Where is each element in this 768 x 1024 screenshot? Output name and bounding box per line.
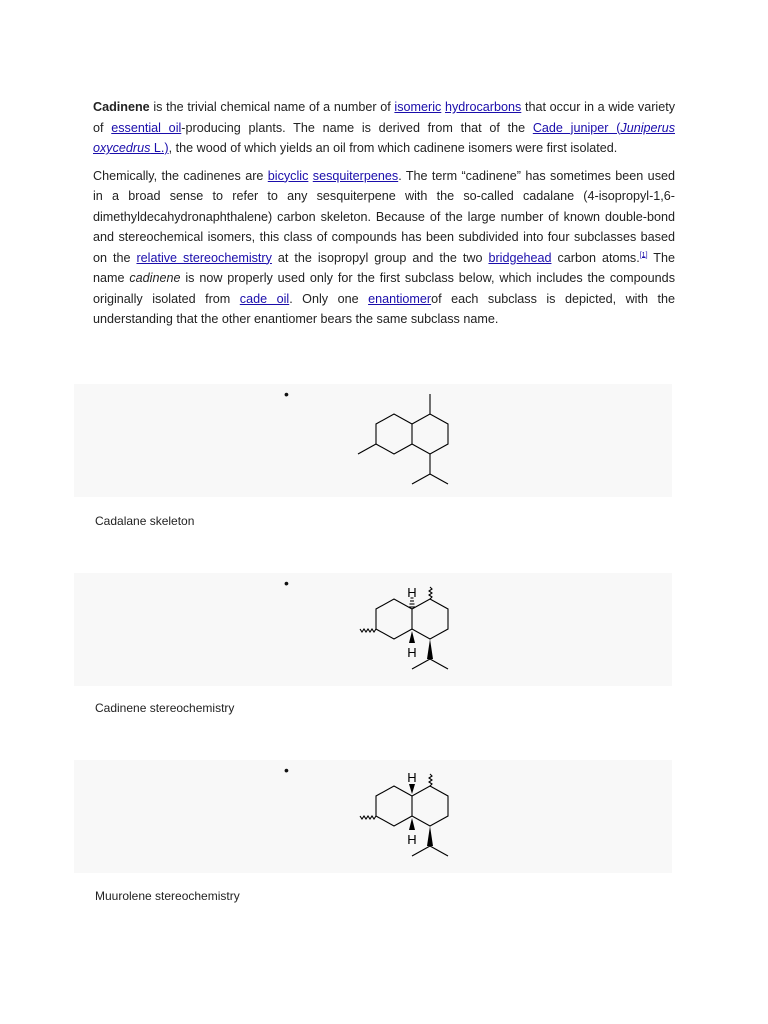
figure-caption: Muurolene stereochemistry xyxy=(95,889,240,903)
figure-cadinene xyxy=(74,573,672,686)
list-bullet: • xyxy=(284,575,289,591)
hydrogen-label-bottom: H xyxy=(407,645,417,660)
wiki-link[interactable]: Cade juniper ( xyxy=(532,120,621,135)
wiki-link[interactable]: hydrocarbons xyxy=(444,100,522,114)
wiki-link[interactable]: enantiomer xyxy=(368,291,432,306)
figure-cadalane xyxy=(74,384,672,497)
paragraph-2: Chemically, the cadinenes are bicyclic sesquiterpenes. The term “cadinene” has sometimes been used in a broad sense to refer to any sesquiterpene with the so-called cadalane (4-isopropyl-1,6-dimethyldecahydronaphthalene) carbon skeleton. Because of the large number of known double-bond and stereochemical isomers, this class of compounds has been subdivided into four subclasses based on the relative stereochemistry at the isopropyl group and the two bridgehead carbon atoms.[1] The name cadinene is now properly used only for the first subclass below, which includes the compounds originally isolated from cade oil. Only one enantiomerof each subclass is depicted, with the understanding that the other enantiomer bears the same subclass name. xyxy=(93,168,675,326)
hydrogen-label-bottom: H xyxy=(407,832,417,847)
wiki-link[interactable]: sesquiterpenes xyxy=(312,168,399,183)
hydrogen-label-top: H xyxy=(407,585,417,600)
wiki-link[interactable]: relative stereochemistry xyxy=(136,250,272,265)
hydrogen-label-top: H xyxy=(407,770,417,785)
wiki-link[interactable]: bicyclic xyxy=(267,168,309,183)
wiki-link[interactable]: L.) xyxy=(150,141,169,155)
figure-caption: Cadalane skeleton xyxy=(95,514,195,528)
term-italic: cadinene xyxy=(129,271,181,285)
cadalane-structure-diagram xyxy=(344,384,464,497)
wiki-link[interactable]: cade oil xyxy=(239,291,290,306)
citation-link[interactable]: [1] xyxy=(639,251,648,259)
term-bold: Cadinene xyxy=(93,100,150,114)
list-bullet: • xyxy=(284,762,289,778)
cadinene-structure-diagram xyxy=(344,573,464,686)
wiki-link[interactable]: essential oil xyxy=(111,120,182,135)
wiki-link[interactable]: Juniperus oxycedrus xyxy=(93,120,675,155)
figure-caption: Cadinene stereochemistry xyxy=(95,701,235,715)
paragraph-1: Cadinene is the trivial chemical name of a number of isomeric hydrocarbons that occur in a wide variety of essential oil-producing plants. The name is derived from that of the Cade juniper (Juniperus oxycedrus L.), the wood of which yields an oil from which cadinene isomers were first isolated. xyxy=(93,100,675,155)
list-bullet: • xyxy=(284,386,289,402)
wiki-link[interactable]: bridgehead xyxy=(488,250,552,265)
figure-muurolene xyxy=(74,760,672,873)
article-body xyxy=(93,97,675,337)
wiki-link[interactable]: isomeric xyxy=(394,100,442,114)
muurolene-structure-diagram xyxy=(344,760,464,873)
